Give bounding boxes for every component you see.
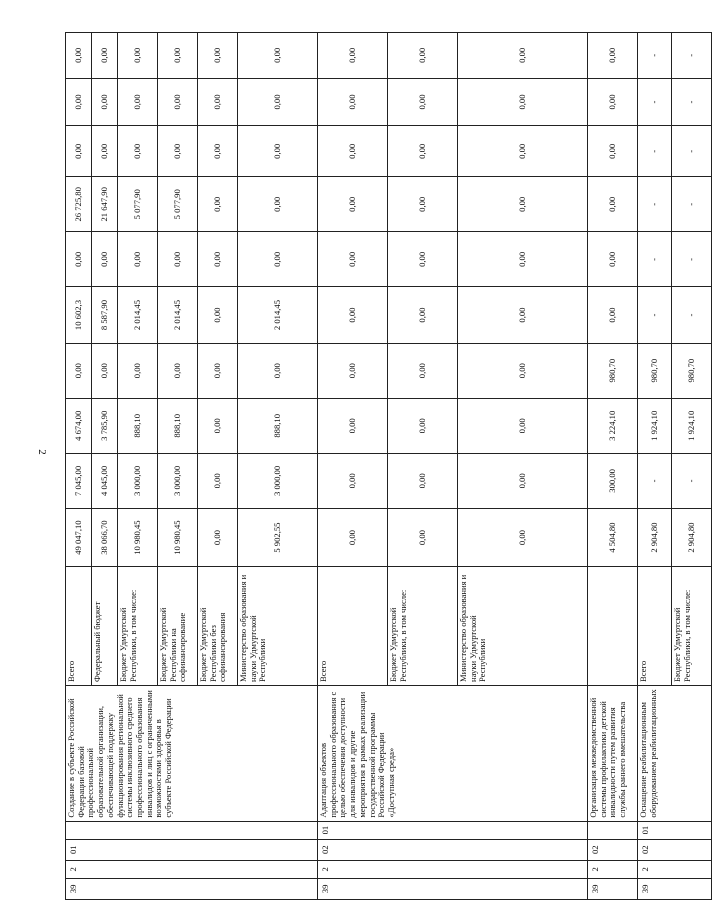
amount-cell: 3 000,00	[158, 453, 198, 508]
amount-cell: 5 077,90	[158, 177, 198, 232]
amount-cell: 0,00	[388, 287, 458, 343]
amount-cell: 0,00	[158, 33, 198, 79]
amount-cell: 0,00	[198, 287, 238, 343]
amount-cell: 3 224,10	[588, 398, 638, 453]
amount-cell: 0,00	[388, 453, 458, 508]
amount-cell: 49 047,10	[66, 508, 92, 566]
code-cell	[66, 821, 318, 839]
amount-cell: -	[638, 177, 672, 232]
funding-source: Федеральный бюджет	[92, 567, 118, 686]
amount-cell: -	[638, 287, 672, 343]
funding-source	[588, 567, 638, 686]
amount-cell: 4 504,80	[588, 508, 638, 566]
measure-name: Организация межведомственной системы профилактики детской инвалидности путем развития службы раннего вмешательства	[588, 685, 638, 821]
amount-cell: -	[638, 232, 672, 287]
measure-name: Адаптация объектов профессионального образования с целью обеспечения доступности для инвалидов и другие мероприятия в рамках реализации государственной программы Российской Федерации «Доступная среда»	[318, 685, 588, 821]
amount-cell: 0,00	[588, 177, 638, 232]
code-cell: 39	[66, 878, 318, 899]
amount-cell: 0,00	[458, 232, 588, 287]
amount-cell: 0,00	[388, 232, 458, 287]
amount-cell: 3 000,00	[118, 453, 158, 508]
amount-cell: 0,00	[388, 78, 458, 126]
amount-cell: 1 924,10	[672, 398, 712, 453]
amount-cell: 0,00	[458, 287, 588, 343]
amount-cell: -	[638, 33, 672, 79]
amount-cell: 0,00	[318, 232, 388, 287]
amount-cell: 26 725,80	[66, 177, 92, 232]
amount-cell: -	[672, 453, 712, 508]
amount-cell: 10 980,45	[158, 508, 198, 566]
amount-cell: 5 902,55	[238, 508, 318, 566]
amount-cell: 2 904,80	[672, 508, 712, 566]
amount-cell: 0,00	[118, 33, 158, 79]
code-cell: 01	[66, 839, 318, 860]
funding-source: Бюджет Удмуртской Республики без софинансирования	[198, 567, 238, 686]
amount-cell: 0,00	[92, 126, 118, 177]
amount-cell: -	[672, 177, 712, 232]
amount-cell: 7 045,00	[66, 453, 92, 508]
amount-cell: 0,00	[388, 177, 458, 232]
amount-cell: 0,00	[458, 453, 588, 508]
amount-cell: 0,00	[92, 33, 118, 79]
code-cell: 39	[318, 878, 588, 899]
amount-cell: 0,00	[198, 398, 238, 453]
funding-source: Бюджет Удмуртской Республики, в том числе:	[388, 567, 458, 686]
code-cell: 02	[638, 839, 712, 860]
code-cell: 01	[638, 821, 712, 839]
amount-cell: 3 785,90	[92, 398, 118, 453]
amount-cell: 2 014,45	[118, 287, 158, 343]
code-cell: 2	[66, 860, 318, 878]
code-cell	[588, 821, 638, 839]
amount-cell: 0,00	[158, 343, 198, 398]
amount-cell: 0,00	[238, 232, 318, 287]
amount-cell: 10 980,45	[118, 508, 158, 566]
amount-cell: 0,00	[588, 78, 638, 126]
amount-cell: 8 587,90	[92, 287, 118, 343]
code-cell: 01	[318, 821, 588, 839]
amount-cell: 0,00	[118, 343, 158, 398]
amount-cell: 3 000,00	[238, 453, 318, 508]
amount-cell: 0,00	[318, 78, 388, 126]
code-cell: 39	[638, 878, 712, 899]
amount-cell: 0,00	[118, 126, 158, 177]
amount-cell: 0,00	[318, 126, 388, 177]
amount-cell: 0,00	[388, 126, 458, 177]
amount-cell: 21 647,90	[92, 177, 118, 232]
amount-cell: 5 077,90	[118, 177, 158, 232]
amount-cell: 0,00	[238, 343, 318, 398]
amount-cell: 0,00	[66, 126, 92, 177]
amount-cell: 0,00	[458, 126, 588, 177]
amount-cell: 0,00	[318, 287, 388, 343]
amount-cell: 0,00	[388, 508, 458, 566]
amount-cell: 888,10	[118, 398, 158, 453]
amount-cell: 0,00	[238, 78, 318, 126]
amount-cell: 0,00	[458, 33, 588, 79]
amount-cell: 0,00	[388, 398, 458, 453]
amount-cell: 0,00	[588, 232, 638, 287]
amount-cell: 0,00	[318, 398, 388, 453]
amount-cell: 0,00	[198, 78, 238, 126]
amount-cell: 0,00	[198, 453, 238, 508]
rotated-content	[65, 30, 696, 900]
amount-cell: 0,00	[588, 126, 638, 177]
amount-cell: 980,70	[672, 343, 712, 398]
code-cell: 2	[318, 860, 588, 878]
amount-cell: 38 066,70	[92, 508, 118, 566]
amount-cell: -	[638, 453, 672, 508]
amount-cell: 980,70	[588, 343, 638, 398]
amount-cell: 0,00	[66, 33, 92, 79]
amount-cell: -	[638, 78, 672, 126]
funding-source: Бюджет Удмуртской Республики на софинансирование	[158, 567, 198, 686]
amount-cell: 0,00	[318, 453, 388, 508]
amount-cell: 0,00	[238, 126, 318, 177]
amount-cell: 0,00	[66, 343, 92, 398]
amount-cell: 0,00	[458, 78, 588, 126]
amount-cell: 1 924,10	[638, 398, 672, 453]
table-row	[638, 33, 672, 900]
amount-cell: 0,00	[198, 232, 238, 287]
amount-cell: 980,70	[638, 343, 672, 398]
code-cell: 02	[588, 839, 638, 860]
code-cell: 2	[638, 860, 712, 878]
code-cell: 02	[318, 839, 588, 860]
measure-name: Оснащение реабилитационным оборудованием реабилитационных	[638, 685, 712, 821]
amount-cell: -	[672, 78, 712, 126]
budget-table	[65, 32, 712, 900]
amount-cell: 0,00	[92, 343, 118, 398]
amount-cell: 0,00	[158, 126, 198, 177]
amount-cell: 0,00	[238, 33, 318, 79]
amount-cell: 0,00	[66, 232, 92, 287]
amount-cell: 4 045,00	[92, 453, 118, 508]
amount-cell: -	[638, 126, 672, 177]
amount-cell: 0,00	[198, 177, 238, 232]
funding-source: Министерство образования и науки Удмуртской Республики	[238, 567, 318, 686]
amount-cell: 0,00	[92, 78, 118, 126]
amount-cell: 888,10	[238, 398, 318, 453]
code-cell: 39	[588, 878, 638, 899]
amount-cell: 4 674,00	[66, 398, 92, 453]
amount-cell: 0,00	[198, 126, 238, 177]
table-row	[318, 33, 388, 900]
amount-cell: 10 602,3	[66, 287, 92, 343]
code-cell: 2	[588, 860, 638, 878]
amount-cell: 0,00	[318, 33, 388, 79]
amount-cell: -	[672, 126, 712, 177]
amount-cell: 0,00	[198, 508, 238, 566]
funding-source: Бюджет Удмуртской Республики, в том числе:	[118, 567, 158, 686]
amount-cell: -	[672, 232, 712, 287]
amount-cell: 0,00	[458, 343, 588, 398]
amount-cell: 0,00	[588, 287, 638, 343]
funding-source: Всего	[318, 567, 388, 686]
amount-cell: 0,00	[458, 398, 588, 453]
amount-cell: 0,00	[198, 343, 238, 398]
amount-cell: 0,00	[238, 177, 318, 232]
amount-cell: 0,00	[158, 232, 198, 287]
amount-cell: 2 014,45	[238, 287, 318, 343]
amount-cell: 0,00	[158, 78, 198, 126]
amount-cell: 2 014,45	[158, 287, 198, 343]
amount-cell: 300,00	[588, 453, 638, 508]
amount-cell: 0,00	[318, 343, 388, 398]
amount-cell: 2 904,80	[638, 508, 672, 566]
measure-name: Создание в субъекте Российской Федерации базовой профессиональной образовательной организации, обеспечивающей поддержку функционирования региональной системы инклюзивного среднего профессионального образования инвалидов и лиц с ограниченными возможностями здоровья в субъекте Российской Федерации	[66, 685, 318, 821]
amount-cell: -	[672, 287, 712, 343]
amount-cell: 888,10	[158, 398, 198, 453]
amount-cell: 0,00	[118, 232, 158, 287]
amount-cell: 0,00	[458, 177, 588, 232]
amount-cell: 0,00	[388, 33, 458, 79]
funding-source: Всего	[638, 567, 672, 686]
funding-source: Всего	[66, 567, 92, 686]
amount-cell: 0,00	[588, 33, 638, 79]
table-row	[66, 33, 92, 900]
amount-cell: 0,00	[388, 343, 458, 398]
amount-cell: -	[672, 33, 712, 79]
amount-cell: 0,00	[318, 177, 388, 232]
table-row	[588, 33, 638, 900]
rotated-page	[65, 30, 696, 900]
page-number: 2	[36, 449, 48, 455]
amount-cell: 0,00	[66, 78, 92, 126]
amount-cell: 0,00	[92, 232, 118, 287]
amount-cell: 0,00	[198, 33, 238, 79]
amount-cell: 0,00	[458, 508, 588, 566]
amount-cell: 0,00	[118, 78, 158, 126]
funding-source: Министерство образования и науки Удмуртской Республики	[458, 567, 588, 686]
amount-cell: 0,00	[318, 508, 388, 566]
funding-source: Бюджет Удмуртской Республики, в том числе:	[672, 567, 712, 686]
table-body	[66, 33, 712, 900]
